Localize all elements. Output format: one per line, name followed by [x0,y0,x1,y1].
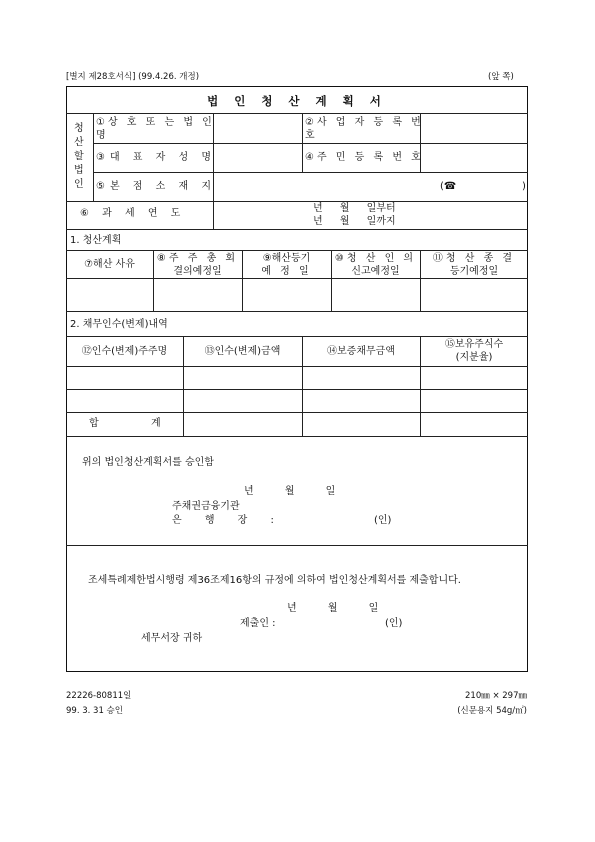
divider [66,311,528,312]
tax-year-to: 년 월 일까지 [313,216,396,227]
divider [66,436,528,437]
col-shares-held: ⑮보유주식수 [444,339,504,350]
tax-year-label: ⑥ 과 세 연 도 [80,208,186,219]
col-shares-held-2: (지분율) [455,352,493,363]
approval-seal: (인) [374,515,392,526]
col-liquidator-report: ⑩청 산 인 의 [334,253,417,264]
col-dissolution-registration: ⑨해산등기 [262,253,311,264]
divider [66,201,528,202]
col-liquidator-report-2: 신고예정일 [351,266,400,277]
form-approval: 99. 3. 31 승인 [66,706,123,716]
resno-label: ④주 민 등 록 번 호 [305,152,424,163]
divider [66,545,528,546]
paper-type: (신문용지 54g/㎡) [457,706,527,716]
divider [66,366,528,367]
col-assumer-name: ⑫인수(변제)주주명 [81,346,168,357]
divider [302,113,303,172]
col-guarantee-amount: ⑭보증채무금액 [327,346,395,357]
col-shareholder-meeting-2: 결의예정일 [173,266,222,277]
col-liquidation-completion: ⑪청 산 종 결 [432,253,516,264]
divider [66,250,528,251]
rep-name-label: ③대 표 자 성 명 [96,152,216,163]
submission-date: 년 월 일 [287,603,379,614]
total-label-1: 합 [89,418,99,429]
divider [93,172,528,173]
corp-group-label-2: 산 [74,137,84,148]
form-title: 법 인 청 산 계 획 서 [207,94,387,108]
corp-group-label-4: 법 [74,165,84,176]
form-code: 22226-80811일 [66,691,132,701]
divider [66,278,528,279]
divider [66,412,528,413]
corp-group-label-5: 인 [74,179,84,190]
col-shareholder-meeting: ⑧주 주 총 회 [156,253,239,264]
bank-president-label: 은 행 장 : [172,515,279,526]
creditor-bank-label: 주채권금융기관 [172,501,240,512]
submitter-label: 제출인 : [240,618,276,629]
phone-close: ) [522,181,526,192]
divider [66,113,528,114]
divider [93,113,94,201]
corp-group-label-3: 할 [74,151,84,162]
col-dissolution-registration-2: 예 정 일 [261,266,312,277]
form-number: [별지 제28호서식] (99.4.26. 개정) [66,72,200,82]
col-assumed-amount: ⑬인수(변제)금액 [204,346,281,357]
corp-name-label: ①상 호 또 는 법 인 [96,117,215,128]
bizno-label-2: 호 [305,130,315,141]
section1-title: 1. 청산계획 [70,235,122,246]
submission-text: 조세특례제한법시행령 제36조제16항의 규정에 의하여 법인청산계획서를 제출합니다. [88,575,461,586]
addressee: 세무서장 귀하 [141,633,203,644]
corp-group-label-1: 청 [74,123,84,134]
approval-text: 위의 법인청산계획서를 승인함 [82,457,214,468]
tax-year-from: 년 월 일부터 [313,203,396,214]
divider [66,229,528,230]
total-label-2: 계 [151,418,161,429]
bizno-label: ②사 업 자 등 록 번 [305,117,424,128]
divider [213,113,214,229]
section2-title: 2. 채무인수(변제)내역 [70,319,168,330]
col-liquidation-completion-2: 등기예정일 [449,266,499,277]
approval-date: 년 월 일 [244,486,336,497]
col-dissolution-reason: ⑦해산 사유 [84,259,135,270]
paper-size: 210㎜ × 297㎜ [465,691,527,701]
page-side: (앞 쪽) [488,72,514,82]
submitter-seal: (인) [385,618,403,629]
corp-name-label-2: 명 [96,130,106,141]
divider [66,336,528,337]
address-label: ⑤본 점 소 재 지 [96,181,216,192]
divider [420,336,421,436]
divider [66,389,528,390]
phone-open: (☎ [440,181,457,192]
divider [93,143,528,144]
